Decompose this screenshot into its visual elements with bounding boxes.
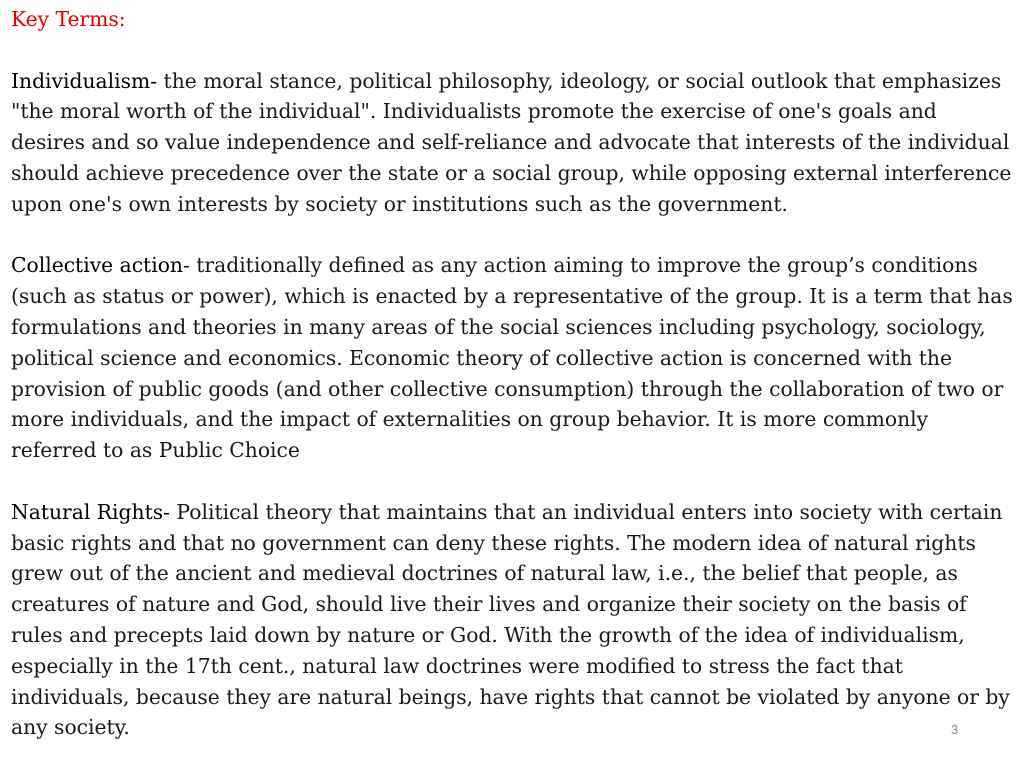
definition-text: Political theory that maintains that an individual enters into society with certain basic rights and that no government can deny these rights. The modern idea of natural rights grew out of the ancient and medieval doctrines of natural law, i.e., the belief that people, as creatures of nature and God, should live their lives and organize their society on the basis of rules and precepts laid down by nature or God. With the growth of the idea of individualism, especially in the 17th cent., natural law doctrines were modified to stress the fact that individuals, because they are natural beings, have rights that cannot be violated by anyone or by any society. [11,499,1010,740]
term-individualism: Individualism- [11,68,158,93]
slide-content [11,4,1017,743]
definition-individualism [11,66,1017,220]
definition-collective-action [11,250,1017,466]
term-collective-action: Collective action [11,253,183,278]
definition-text: the moral stance, political philosophy, ideology, or social outlook that emphasizes "the moral worth of the individual". Individualists promote the exercise of one's goals and desires and so value independence and self-reliance and advocate that interests of the individual should achieve precedence over the state or a social group, while opposing external interference upon one's own interests by society or institutions such as the government. [11,68,1012,216]
term-natural-rights: Natural Rights- [11,499,170,524]
page-number: 3 [951,722,959,737]
slide-heading: Key Terms: [11,7,126,31]
definition-text: - traditionally defined as any action aiming to improve the group’s conditions (such as status or power), which is enacted by a representative of the group. It is a term that has formulations and theories in many areas of the social sciences including psychology, sociology, political science and economics. Economic theory of collective action is concerned with the provision of public goods (and other collective consumption) through the collaboration of two or more individuals, and the impact of externalities on group behavior. It is more commonly referred to as Public Choice [11,253,1013,463]
definition-natural-rights [11,497,1017,743]
